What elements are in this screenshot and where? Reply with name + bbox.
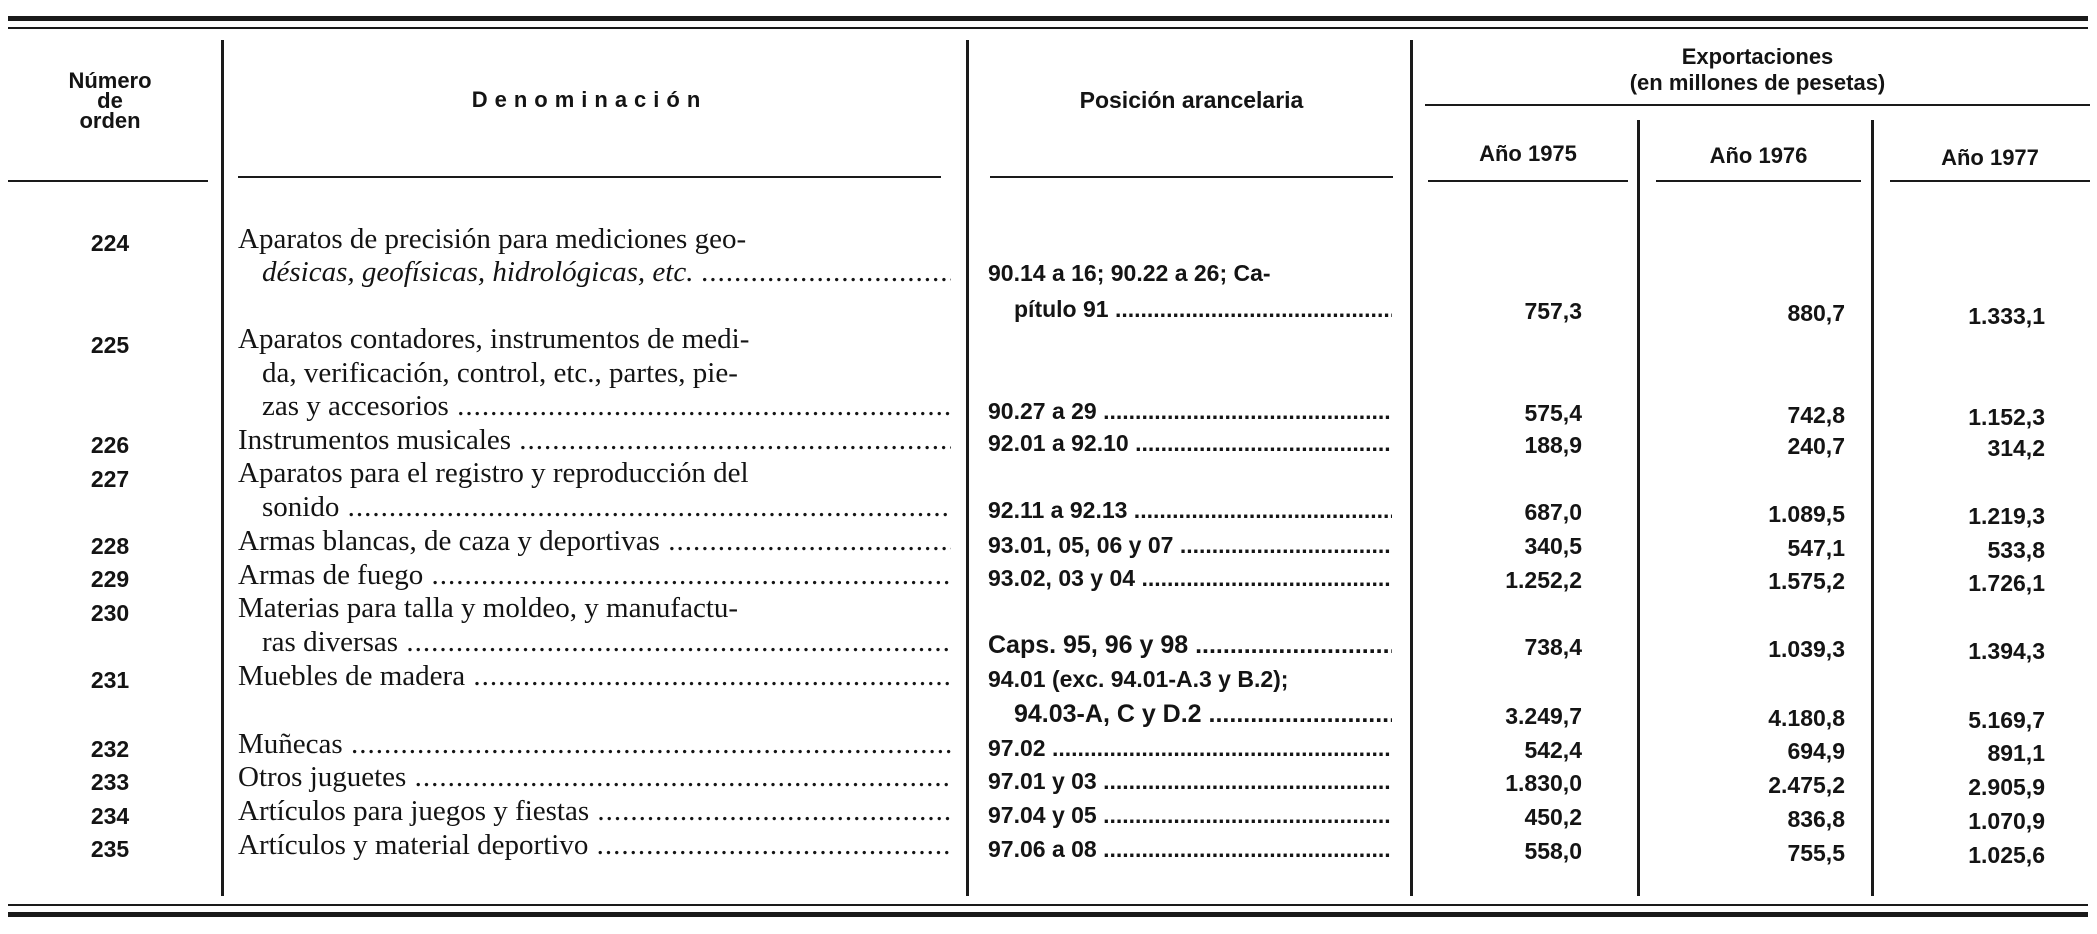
- row-235-denominacion: Artículos y material deportivo .....: [238, 829, 951, 862]
- header-numero-line-3: orden: [79, 108, 141, 133]
- row-227-posicion: 92.11 a 92.13 .....: [988, 497, 1392, 524]
- row-226-value-1975: 188,9: [1524, 432, 1582, 458]
- row-232-value-1975: 542,4: [1524, 737, 1582, 763]
- row-225-denominacion-line-2: da, verificación, control, etc., partes, pie-: [262, 357, 738, 389]
- row-225-value-1977: 1.152,3: [1968, 404, 2045, 430]
- row-235-posicion: 97.06 a 08 .....: [988, 836, 1392, 863]
- top-rule-thick: [8, 16, 2088, 21]
- column-divider-3: [1410, 40, 1413, 896]
- row-233-denominacion: Otros juguetes .....: [238, 761, 951, 794]
- row-227-denominacion-line-2: sonido .....: [262, 491, 951, 524]
- row-232-value-1976: 694,9: [1787, 738, 1845, 764]
- row-224-denominacion-line-2: désicas, geofísicas, hidrológicas, etc. .....: [262, 256, 951, 289]
- row-225-numero: 225: [90, 332, 130, 358]
- row-232-numero: 232: [90, 736, 130, 762]
- header-underline-exportaciones: [1425, 104, 2090, 106]
- row-231-numero: 231: [90, 667, 130, 693]
- row-231-posicion-line-1: 94.01 (exc. 94.01-A.3 y B.2);: [988, 666, 1289, 692]
- row-224-value-1977: 1.333,1: [1968, 303, 2045, 329]
- header-underline-denominacion: [238, 176, 941, 178]
- column-divider-1: [221, 40, 224, 896]
- header-denominacion: Denominación: [471, 87, 708, 112]
- row-226-value-1977: 314,2: [1987, 435, 2045, 461]
- header-underline-posicion: [990, 176, 1393, 178]
- row-229-numero: 229: [90, 566, 130, 592]
- row-225-denominacion-line-3: zas y accesorios .....: [262, 390, 951, 423]
- bottom-rule-thick: [8, 912, 2088, 917]
- row-231-value-1977: 5.169,7: [1968, 707, 2045, 733]
- row-230-value-1977: 1.394,3: [1968, 638, 2045, 664]
- header-numero-line-2: de: [97, 88, 123, 113]
- row-235-value-1975: 558,0: [1524, 838, 1582, 864]
- row-227-numero: 227: [90, 466, 130, 492]
- row-228-denominacion: Armas blancas, de caza y deportivas .....: [238, 525, 951, 558]
- row-233-value-1975: 1.830,0: [1505, 770, 1582, 796]
- row-234-value-1976: 836,8: [1787, 806, 1845, 832]
- row-228-numero: 228: [90, 533, 130, 559]
- row-228-value-1975: 340,5: [1524, 533, 1582, 559]
- header-exportaciones-line-2: (en millones de pesetas): [1629, 70, 1886, 95]
- row-225-value-1976: 742,8: [1787, 402, 1845, 428]
- row-230-value-1975: 738,4: [1524, 634, 1582, 660]
- column-divider-5: [1871, 120, 1874, 896]
- row-229-value-1977: 1.726,1: [1968, 570, 2045, 596]
- row-231-value-1976: 4.180,8: [1768, 705, 1845, 731]
- row-224-posicion-line-1: 90.14 a 16; 90.22 a 26; Ca-: [988, 260, 1271, 286]
- row-230-posicion: Caps. 95, 96 y 98 .....: [988, 631, 1392, 660]
- row-234-posicion: 97.04 y 05 .....: [988, 802, 1392, 829]
- header-year-1977: Año 1977: [1941, 145, 2039, 170]
- row-224-value-1975: 757,3: [1524, 298, 1582, 324]
- row-231-posicion-line-2: 94.03-A, C y D.2 .....: [1014, 700, 1392, 729]
- row-231-denominacion: Muebles de madera .....: [238, 660, 951, 693]
- row-224-posicion-line-2: pítulo 91 .....: [1014, 296, 1392, 323]
- row-224-denominacion-line-1: Aparatos de precisión para mediciones geo-: [238, 223, 747, 255]
- column-divider-4: [1637, 120, 1640, 896]
- row-226-value-1976: 240,7: [1787, 433, 1845, 459]
- row-226-denominacion: Instrumentos musicales .....: [238, 424, 951, 457]
- row-234-value-1975: 450,2: [1524, 804, 1582, 830]
- row-226-posicion: 92.01 a 92.10 .....: [988, 430, 1392, 457]
- row-224-numero: 224: [90, 230, 130, 256]
- row-226-numero: 226: [90, 432, 130, 458]
- row-235-value-1977: 1.025,6: [1968, 842, 2045, 868]
- row-232-posicion: 97.02 .....: [988, 735, 1392, 762]
- row-234-denominacion: Artículos para juegos y fiestas .....: [238, 795, 951, 828]
- row-232-denominacion: Muñecas .....: [238, 728, 951, 761]
- header-underline-1977: [1890, 180, 2090, 182]
- header-underline-1975: [1428, 180, 1628, 182]
- row-229-posicion: 93.02, 03 y 04 .....: [988, 565, 1392, 592]
- row-230-value-1976: 1.039,3: [1768, 636, 1845, 662]
- bottom-rule-thin: [8, 904, 2088, 906]
- row-227-denominacion-line-1: Aparatos para el registro y reproducción del: [238, 457, 749, 489]
- row-229-value-1975: 1.252,2: [1505, 567, 1582, 593]
- header-numero-line-1: Número: [68, 68, 152, 93]
- row-231-value-1975: 3.249,7: [1505, 703, 1582, 729]
- column-divider-2: [966, 40, 969, 896]
- header-exportaciones-line-1: Exportaciones: [1681, 44, 1834, 69]
- header-underline-numero: [8, 180, 208, 182]
- row-229-value-1976: 1.575,2: [1768, 568, 1845, 594]
- row-235-value-1976: 755,5: [1787, 840, 1845, 866]
- row-225-value-1975: 575,4: [1524, 400, 1582, 426]
- row-230-numero: 230: [90, 600, 130, 626]
- row-227-value-1975: 687,0: [1524, 499, 1582, 525]
- header-year-1976: Año 1976: [1709, 143, 1808, 168]
- header-numero-de-orden: [40, 68, 180, 134]
- row-227-value-1976: 1.089,5: [1768, 501, 1845, 527]
- row-234-numero: 234: [90, 803, 130, 829]
- row-225-denominacion-line-1: Aparatos contadores, instrumentos de medi-: [238, 323, 750, 355]
- row-233-posicion: 97.01 y 03 .....: [988, 768, 1392, 795]
- row-228-value-1976: 547,1: [1787, 535, 1845, 561]
- row-232-value-1977: 891,1: [1987, 740, 2045, 766]
- row-224-value-1976: 880,7: [1787, 300, 1845, 326]
- header-underline-1976: [1656, 180, 1861, 182]
- row-227-value-1977: 1.219,3: [1968, 503, 2045, 529]
- row-228-posicion: 93.01, 05, 06 y 07 .....: [988, 532, 1392, 559]
- header-year-1975: Año 1975: [1479, 141, 1577, 166]
- row-234-value-1977: 1.070,9: [1968, 808, 2045, 834]
- row-225-posicion: 90.27 a 29 .....: [988, 398, 1392, 425]
- row-233-value-1976: 2.475,2: [1768, 772, 1845, 798]
- header-exportaciones: [1425, 44, 2090, 96]
- row-230-denominacion-line-2: ras diversas .....: [262, 626, 951, 659]
- row-233-numero: 233: [90, 769, 130, 795]
- row-229-denominacion: Armas de fuego .....: [238, 559, 951, 592]
- row-228-value-1977: 533,8: [1987, 537, 2045, 563]
- top-rule-thin: [8, 27, 2088, 29]
- row-233-value-1977: 2.905,9: [1968, 774, 2045, 800]
- header-posicion-arancelaria: Posición arancelaria: [1079, 87, 1304, 113]
- row-235-numero: 235: [90, 836, 130, 862]
- row-230-denominacion-line-1: Materias para talla y moldeo, y manufactu-: [238, 592, 739, 624]
